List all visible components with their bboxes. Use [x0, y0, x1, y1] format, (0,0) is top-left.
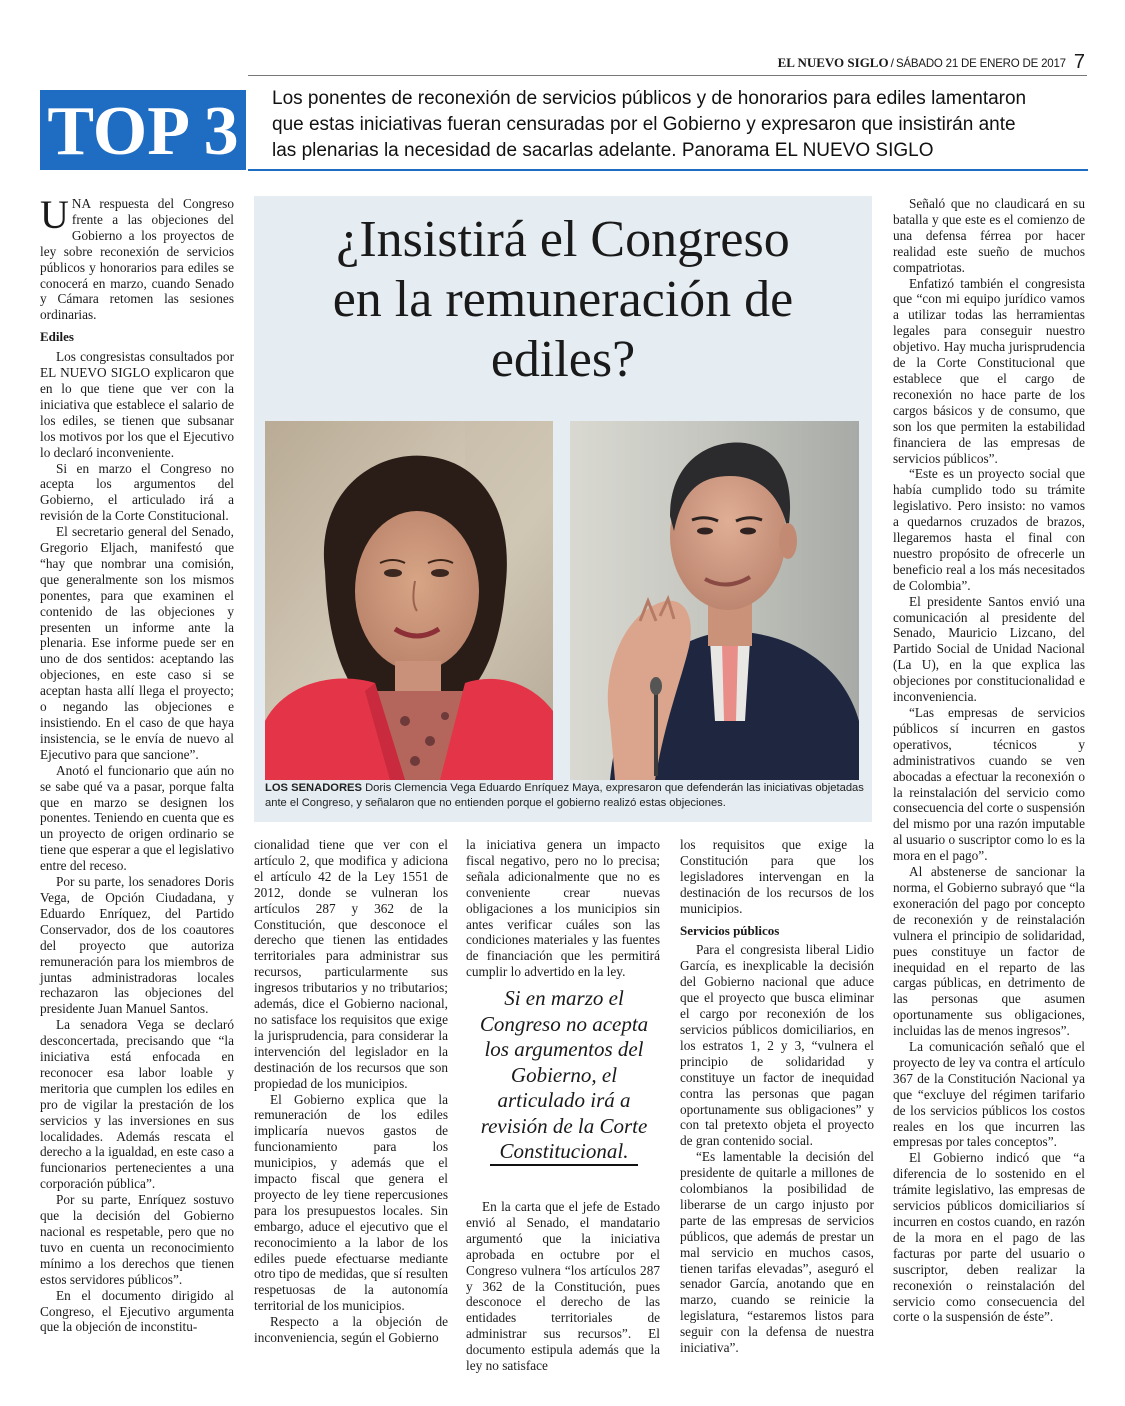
publication-date: SÁBADO 21 DE ENERO DE 2017 [895, 58, 1066, 70]
lead-paragraph [40, 192, 234, 323]
paragraph: En la carta que el jefe de Estado envió al Senado, el mandatario argumentó que la iniciativa aprobada en octubre por el Congreso vulnera “los artículos 287 y 362 de la Constitución, pues desconoce el derecho de las entidades territoriales de administrar sus recursos”. El documento estipula además que la ley no satisface [466, 1199, 660, 1374]
paragraph: Al abstenerse de sancionar la norma, el Gobierno subrayó que “la exoneración del pago por concepto de reconexión y de reinstalación vulnera el principio de solidaridad, pues constituye un factor de inequidad en el reparto de las cargas públicas, en detrimento de las personas que asumen oportunamente sus obligaciones, incluidas las de menos ingresos”. [893, 864, 1085, 1039]
article-headline [254, 210, 872, 390]
paragraph: En el documento dirigido al Congreso, el Ejecutivo argumenta que la objeción de inconstitu- [40, 1287, 234, 1335]
summary-line: Los ponentes de reconexión de servicios públicos y de honorarios para ediles lamentaron [272, 88, 1027, 109]
header-separator: / [890, 56, 894, 70]
headline-line: ediles? [490, 331, 636, 388]
paragraph: “Las empresas de servicios públicos sí incurren en gastos operativos, técnicos y administrativos cuando se ven abocadas a efectuar la reconexión o la reinstalación del servicio como consecuencia del corte o suspensión del mismo por una razón imputable al usuario o suscriptor como lo es la mora en el pago”. [893, 705, 1085, 864]
page-number: 7 [1073, 51, 1085, 73]
section-badge: TOP 3 [40, 90, 246, 170]
headline-line: en la remuneración de [332, 271, 794, 328]
summary-line: las plenarias la necesidad de sacarlas adelante. Panorama EL NUEVO SIGLO [272, 140, 934, 161]
subhead-ediles: Ediles [40, 329, 74, 345]
paragraph: Los congresistas consultados por EL NUEVO SIGLO explicaron que en lo que tiene que ver con la iniciativa que establece el salario de los ediles, se tienen que subsanar los motivos por los que el Ejecutivo lo declaró inconveniente. [40, 349, 234, 460]
paragraph: Señaló que no claudicará en su batalla y que este es el comienzo de una defensa férrea por hacer realidad este sueño de muchos compatriotas. [893, 196, 1085, 275]
paragraph: Enfatizó también el congresista que “con mi equipo jurídico vamos a utilizar todas las herramientas legales para conseguir nuestro objetivo. Hay mucha jurisprudencia de la Corte Constitucional que establece que el cargo de reconexión no hace parte de los cargos básicos y de consumo, que son los que permiten la estabilidad financiera de las empresas de servicios públicos”. [893, 275, 1085, 466]
paragraph: los requisitos que exige la Constitución para que los legisladores intervengan en la destinación de los recursos de los municipios. [680, 837, 874, 916]
headline-line: ¿Insistirá el Congreso [336, 211, 790, 268]
paragraph: cionalidad tiene que ver con el artículo 2, que modifica y adiciona el artículo 42 de la Ley 1551 de 2012, donde se vulneran los artículos 287 y 362 de la Constitución, que desconoce el derecho que tienen las entidades territoriales para administrar sus recursos, particularmente sus ingresos tributarios y no tributarios; además, dice el Gobierno nacional, no satisface los requisitos que exige la jurisprudencia, para considerar la intervención del legislador en la destinación de los recursos que son propiedad de los municipios. [254, 837, 448, 1091]
article-column-3-bottom [466, 1199, 660, 1374]
article-column-5 [893, 196, 1085, 1325]
paragraph: El Gobierno indicó que “a diferencia de lo sostenido en el trámite legislativo, las empresas de servicios públicos domiciliarios sí incurren en costos cuando, en razón de la mora en el pago de las facturas por parte del usuario o suscriptor, deben realizar la reconexión o reinstalación del servicio como consecuencia del corte o la suspensión de éste”. [893, 1150, 1085, 1325]
paragraph: Respecto a la objeción de inconveniencia, según el Gobierno [254, 1314, 448, 1346]
photo-caption [265, 781, 865, 811]
paragraph: Anotó el funcionario que aún no se sabe qué va a pasar, porque falta que en marzo se designen los ponentes. Teniendo en cuenta que es un proyecto de origen ordinario se tiene que esperar a que el legislativo entre del receso. [40, 762, 234, 874]
article-column-3-top [466, 837, 660, 980]
photo-senator-vega [265, 421, 553, 780]
article-column-4 [680, 837, 874, 1356]
section-rule [248, 169, 1088, 171]
drop-cap: U [40, 192, 69, 237]
caption-label: LOS SENADORES [265, 782, 362, 794]
article-column-2 [254, 837, 448, 1346]
paragraph: “Este es un proyecto social que había cumplido todo su trámite legislativo. Pero insisto: no vamos a quedarnos cruzados de brazos, llegaremos hasta el final con nuestro propósito de ofrecerle un beneficio real a los más necesitados de Colombia”. [893, 466, 1085, 593]
paragraph: La comunicación señaló que el proyecto de ley va contra el artículo 367 de la Constitución Nacional ya que “excluye del régimen tarifario de los servicios públicos los costos reales en los que incurren las empresas por tales conceptos”. [893, 1039, 1085, 1150]
portrait-man-image [570, 421, 859, 780]
summary-line: que estas iniciativas fueran censuradas por el Gobierno y expresaron que insistirán ante [272, 114, 1016, 135]
photo-senator-enriquez [570, 421, 859, 780]
paragraph: La senadora Vega se declaró desconcertada, precisando que “la iniciativa está enfocada en reconocer esa labor loable y meritoria que cumplen los ediles en pro de vigilar la prestación de los servicios y las inversiones en sus localidades. Además rescata el derecho a la igualdad, en este caso a funcionarios pertenecientes a una corporación pública”. [40, 1017, 234, 1192]
publication-name: EL NUEVO SIGLO [777, 55, 889, 70]
paragraph: El Gobierno explica que la remuneración de los ediles implicaría nuevos gastos de funcionamiento para los municipios, y además que el impacto fiscal que genera el proyecto de ley tiene repercusiones para los presupuestos locales. Sin embargo, aduce el ejecutivo que el reconocimiento a la labor de los ediles puede efectuarse mediante otro tipo de medidas, que sí resulten respetuosas de la autonomía territorial de los municipios. [254, 1091, 448, 1314]
section-summary [272, 86, 1092, 164]
pull-quote: Si en marzo el Congreso no acepta los argumentos del Gobierno, el articulado irá a revisión de la Corte Constitucional. [479, 986, 649, 1163]
paragraph-text: NA respuesta del Congreso frente a las objeciones del Gobierno a los proyectos de ley sobre reconexión de servicios públicos y honorarios para ediles se conocerá en marzo, cuando Senado y Cámara retomen las sesiones ordinarias. [40, 196, 234, 323]
header-rule [248, 75, 1087, 76]
paragraph: Por su parte, los senadores Doris Vega, de Opción Ciudadana, y Eduardo Enríquez, del Partido Conservador, dos de los coautores del proyecto que autoriza remuneración para los miembros de juntas administradoras locales rechazaron las objeciones del presidente Juan Manuel Santos. [40, 874, 234, 1017]
paragraph: El secretario general del Senado, Gregorio Eljach, manifestó que “hay que nombrar una comisión, que generalmente son los mismos ponentes, para que examinen el contenido de las objeciones y presenten un informe ante la plenaria. Ese informe puede ser en uno de dos sentidos: aceptando las objeciones, en este caso si se aceptan hasta allí llega el proyecto; o negando las objeciones e insistiendo. En el caso de que haya insistencia, se le envía de nuevo al Ejecutivo para que sancione”. [40, 524, 234, 762]
caption-text: Doris Clemencia Vega Eduardo Enríquez Maya, expresaron que defenderán las iniciativas objetadas ante el Congreso, y señalaron que no entienden porque el gobierno realizó estas objeciones. [265, 782, 864, 809]
paragraph: Para el congresista liberal Lidio García, es inexplicable la decisión del Gobierno nacional que aduce que el proyecto que busca eliminar el cargo por reconexión de los servicios públicos domiciliarios, en los estratos 1, 2 y 3, “vulnera el principio de solidaridad y constituye un factor de inequidad contra las personas que pagan oportunamente sus obligaciones” y con tal pretexto objeta el proyecto de gran contenido social. [680, 942, 874, 1149]
subhead-servicios-publicos: Servicios públicos [680, 922, 780, 938]
paragraph: Por su parte, Enríquez sostuvo que la decisión del Gobierno nacional es respetable, pero que no tuvo en cuenta un reconocimiento mínimo a los derechos que tienen estos servidores públicos”. [40, 1192, 234, 1287]
paragraph: la iniciativa genera un impacto fiscal negativo, pero no lo precisa; señala adicionalmente que no es conveniente crear nuevas obligaciones a los municipios sin antes verificar cuáles son las condiciones materiales y las fuentes de financiación que les permitirá cumplir lo advertido en la ley. [466, 837, 660, 980]
pull-quote-rule [490, 1164, 638, 1166]
portrait-woman-image [265, 421, 553, 780]
article-column-1 [40, 192, 234, 1335]
paragraph: El presidente Santos envió una comunicación al presidente del Senado, Mauricio Lizcano, del Partido Social de Unidad Nacional (La U), en la que explica las objeciones por constitucionalidad e inconveniencia. [893, 593, 1085, 705]
paragraph: Si en marzo el Congreso no acepta los argumentos del Gobierno, el articulado irá a revisión de la Corte Constitucional. [40, 460, 234, 524]
paragraph: “Es lamentable la decisión del presidente de quitarle a millones de colombianos la posibilidad de liberarse de un cargo injusto por parte de las empresas de servicios públicos, que además de prestar un mal servicio en muchos casos, tienen tarifas elevadas”, aseguró el senador García, anotando que en marzo, cuando se reinicie la legislatura, “estaremos listos para seguir con la defensa de nuestra iniciativa”. [680, 1149, 874, 1356]
page-header [600, 50, 1085, 72]
